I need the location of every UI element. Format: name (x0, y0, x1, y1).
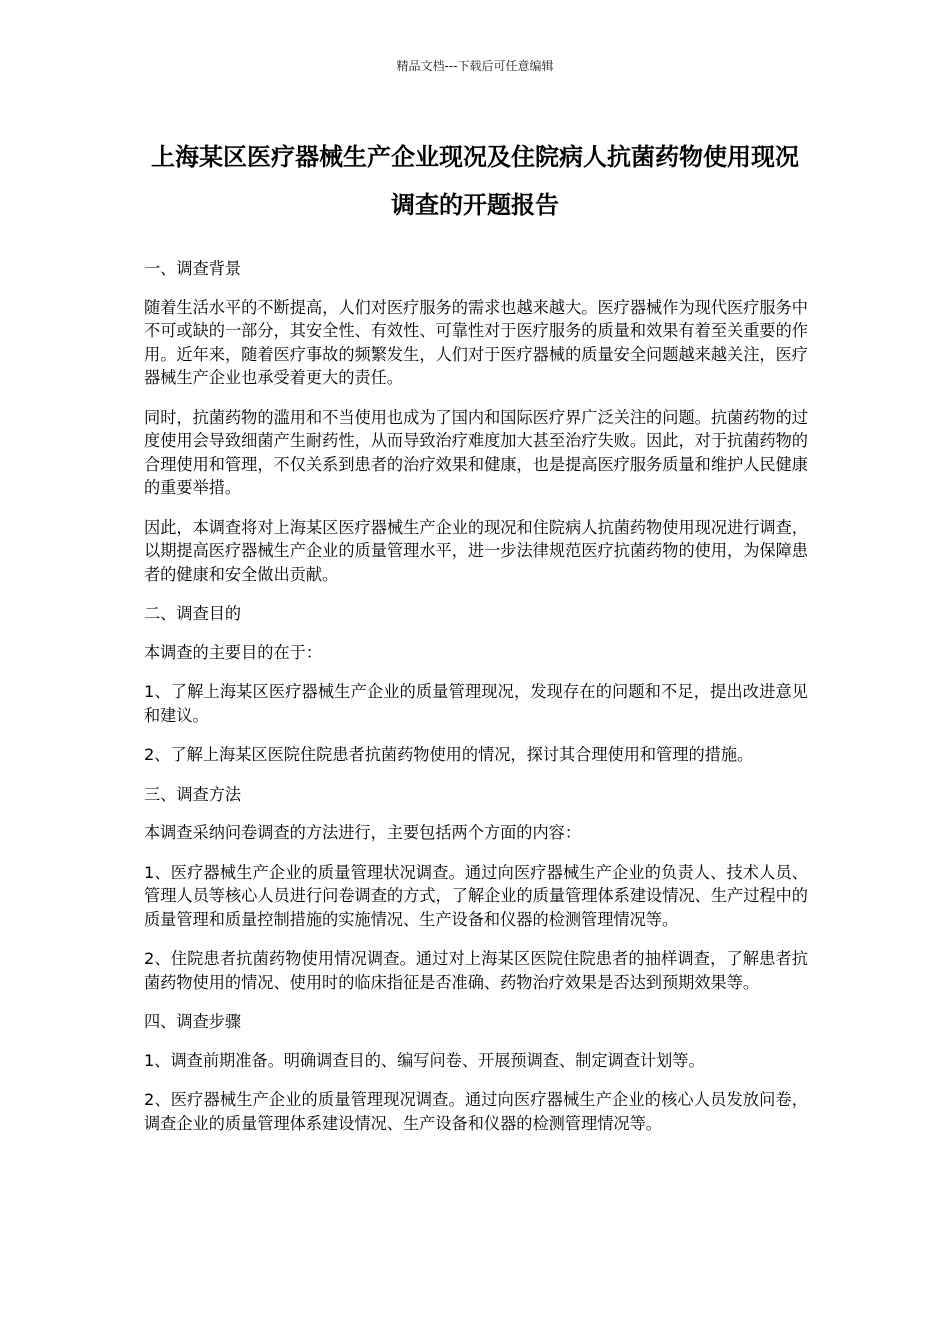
paragraph: 本调查的主要目的在于： (144, 642, 323, 662)
paragraph: 本调查采纳问卷调查的方法进行，主要包括两个方面的内容： (144, 823, 582, 842)
list-item: 2、了解上海某区医院住院患者抗菌药物使用的情况，探讨其合理使用和管理的措施。 (144, 745, 754, 764)
paragraph: 同时，抗菌药物的滥用和不当使用也成为了国内和国际医疗界广泛关注的问题。抗菌药物的过度使用会导致细菌产生耐药性，从而导致治疗难度加大甚至治疗失败。因此，对于抗菌药物的合理使用和管理，不仅关系到患者的治疗效果和健康，也是提高医疗服务质量和维护人民健康的重要举措。 (144, 407, 808, 497)
document-title: 上海某区医疗器械生产企业现况及住院病人抗菌药物使用现况调查的开题报告 (151, 143, 799, 219)
section-heading-steps: 四、调查步骤 (144, 1012, 242, 1031)
paragraph: 随着生活水平的不断提高，人们对医疗服务的需求也越来越大。医疗器械作为现代医疗服务中不可或缺的一部分，其安全性、有效性、可靠性对于医疗服务的质量和效果有着至关重要的作用。近年来，随着医疗事故的频繁发生，人们对于医疗器械的质量安全问题越来越关注，医疗器械生产企业也承受着更大的责任。 (144, 297, 808, 387)
section-heading-method: 三、调查方法 (144, 784, 242, 804)
list-item: 1、医疗器械生产企业的质量管理状况调查。通过向医疗器械生产企业的负责人、技术人员、管理人员等核心人员进行问卷调查的方式，了解企业的质量管理体系建设情况、生产过程中的质量管理和质量控制措施的实施情况、生产设备和仪器的检测管理情况等。 (144, 862, 808, 929)
list-item: 1、调查前期准备。明确调查目的、编写问卷、开展预调查、制定调查计划等。 (144, 1050, 705, 1070)
section-heading-background: 一、调查背景 (144, 259, 242, 278)
header-note: 精品文档---下载后可任意编辑 (396, 59, 554, 73)
document-body (144, 257, 808, 1151)
list-item: 1、了解上海某区医疗器械生产企业的质量管理现况，发现存在的问题和不足，提出改进意见和建议。 (144, 682, 808, 725)
list-item: 2、住院患者抗菌药物使用情况调查。通过对上海某区医院住院患者的抽样调查，了解患者抗菌药物使用的情况、使用时的临床指征是否准确、药物治疗效果是否达到预期效果等。 (144, 949, 808, 992)
paragraph: 因此，本调查将对上海某区医疗器械生产企业的现况和住院病人抗菌药物使用现况进行调查，以期提高医疗器械生产企业的质量管理水平，进一步法律规范医疗抗菌药物的使用，为保障患者的健康和安全做出贡献。 (144, 517, 808, 584)
section-heading-purpose: 二、调查目的 (144, 604, 242, 623)
list-item: 2、医疗器械生产企业的质量管理现况调查。通过向医疗器械生产企业的核心人员发放问卷，调查企业的质量管理体系建设情况、生产设备和仪器的检测管理情况等。 (144, 1090, 808, 1133)
